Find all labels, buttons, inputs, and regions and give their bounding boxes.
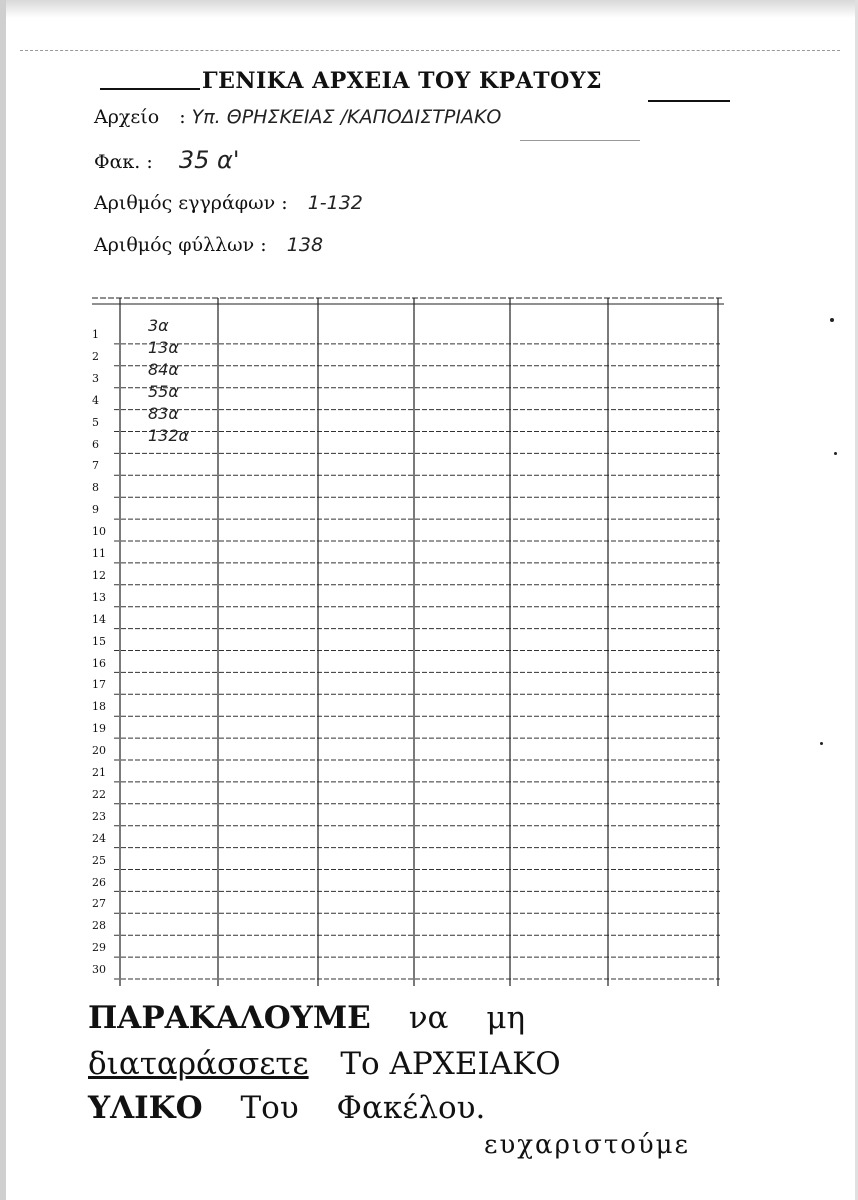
row-number: 4 [92, 393, 99, 407]
docs-label: Αριθμός εγγράφων : [94, 192, 288, 214]
row-number: 9 [92, 503, 99, 517]
notice-folder: Φακέλου. [336, 1090, 486, 1126]
row-number: 27 [92, 897, 106, 911]
notice-line-2 [88, 1046, 561, 1082]
row-number: 21 [92, 766, 106, 779]
row-number: 13 [92, 590, 106, 604]
row-number: 17 [92, 678, 106, 692]
table-entry: 13α [148, 337, 179, 357]
row-number: 23 [92, 809, 106, 823]
row-number: 2 [92, 349, 99, 363]
notice-line-1 [88, 1000, 525, 1036]
header [100, 62, 730, 102]
notice-na: να [408, 1000, 449, 1036]
table-entry: 84α [148, 359, 179, 379]
table-entry: 83α [148, 403, 179, 423]
row-number: 26 [92, 875, 106, 889]
archive-underline [520, 140, 640, 141]
folder-field [94, 146, 239, 174]
top-fold-line [20, 50, 840, 51]
row-number: 3 [92, 371, 99, 385]
notice-mi: μη [486, 1000, 526, 1036]
sheets-label: Αριθμός φύλλων : [94, 234, 267, 256]
row-number: 5 [92, 415, 99, 429]
notice-of-the: Του [240, 1090, 299, 1126]
row-number: 20 [92, 744, 106, 758]
title-rule-right [648, 100, 730, 102]
table-entry: 3α [148, 316, 169, 335]
row-number: 14 [92, 612, 106, 626]
notice-material: ΥΛΙΚΟ [88, 1090, 203, 1126]
row-number: 16 [92, 656, 106, 670]
row-number: 22 [92, 787, 106, 801]
row-number: 11 [92, 547, 106, 560]
row-number: 19 [92, 722, 106, 736]
row-number: 10 [92, 525, 106, 539]
folder-label: Φακ. : [94, 151, 153, 173]
notice-disturb: διαταράσσετε [88, 1046, 309, 1082]
scan-edge-top [0, 0, 858, 18]
notice-line-3 [88, 1090, 485, 1126]
notice-please: ΠΑΡΑΚΑΛΟΥΜΕ [88, 1000, 371, 1036]
records-table [86, 296, 726, 986]
scan-speck [834, 452, 837, 455]
docs-field [94, 192, 363, 214]
notice-archival: Το ΑΡΧΕΙΑΚΟ [340, 1046, 561, 1082]
row-number: 18 [92, 700, 106, 714]
title-rule-left [100, 88, 200, 90]
row-number: 15 [92, 634, 106, 648]
row-number: 24 [92, 831, 106, 845]
row-number: 28 [92, 919, 106, 933]
scan-speck [830, 318, 834, 322]
sheets-field [94, 234, 323, 256]
archive-field: Αρχείο : Υπ. ΘΡΗΣΚΕΙΑΣ /ΚΑΠΟΔΙΣΤΡΙΑΚΟ [94, 106, 502, 128]
scan-speck [820, 742, 823, 745]
folder-value: 35 α' [178, 146, 240, 174]
scan-edge-left [0, 0, 6, 1200]
row-number: 29 [92, 941, 106, 955]
row-number: 12 [92, 568, 106, 582]
row-number: 6 [92, 437, 99, 451]
table-entry: 132α [148, 425, 190, 445]
docs-value: 1-132 [307, 192, 363, 214]
table-grid [86, 296, 726, 986]
table-entry: 55α [148, 381, 179, 401]
page-title: ΓΕΝΙΚΑ ΑΡΧΕΙΑ ΤΟΥ ΚΡΑΤΟΥΣ [202, 68, 603, 94]
archive-value: Υπ. ΘΡΗΣΚΕΙΑΣ /ΚΑΠΟΔΙΣΤΡΙΑΚΟ [191, 106, 502, 128]
row-number: 25 [92, 853, 106, 867]
sheets-value: 138 [286, 234, 324, 256]
archive-label: Αρχείο [94, 106, 160, 128]
row-number: 8 [92, 481, 99, 495]
row-number: 1 [92, 328, 99, 341]
row-number: 30 [92, 963, 106, 977]
notice-thanks: ευχαριστούμε [484, 1130, 691, 1160]
row-number: 7 [92, 459, 99, 473]
